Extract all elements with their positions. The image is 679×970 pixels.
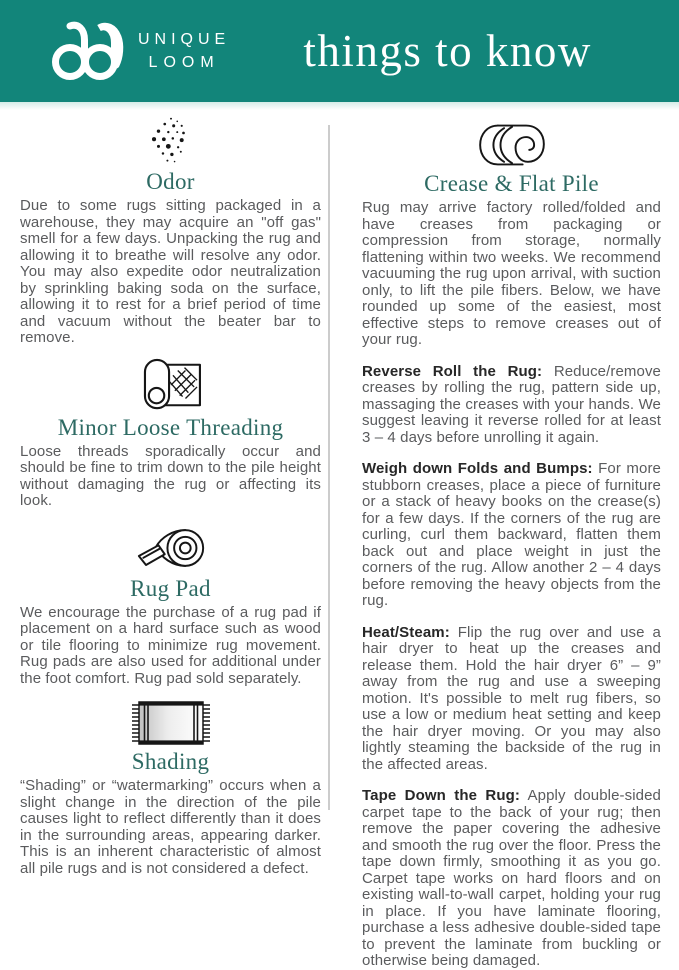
tip-reverse-roll bbox=[362, 364, 661, 447]
page-title: things to know bbox=[303, 26, 592, 76]
header-fade-strip bbox=[0, 102, 679, 110]
section-rug-pad bbox=[20, 523, 321, 688]
fringed-rug-icon bbox=[20, 700, 321, 746]
section-body: “Shading” or “watermarking” occurs when a slight change in the direction of the pile causes light to reflect differently than it does in the surrounding areas, appearing darker. This is an inherent characteristic of almost all pile rugs and is not considered a defect. bbox=[20, 777, 321, 877]
content-columns bbox=[0, 110, 679, 970]
tip-weigh-down bbox=[362, 461, 661, 610]
section-crease-flat-pile bbox=[362, 122, 661, 349]
section-body: Due to some rugs sitting packaged in a warehouse, they may acquire an "off gas" smell for a few days. Unpacking the rug and allowing it to breathe will resolve any odor. You may also expedite odor neutralization by sprinkling baking soda on the surface, allowing it to rest for a brief period of time and vacuum without the beater bar to remove. bbox=[20, 197, 321, 346]
brand-name-line2: LOOM bbox=[148, 54, 220, 71]
column-divider bbox=[328, 125, 330, 810]
tip-text: Flip the rug over and use a hair dryer to heat up the creases and release them. Hold the hair dryer 6” – 9” away from the rug and use a sweeping motion. It's possible to melt rug fibers, so use a low or medium heat setting and keep the hair dryer moving. Or you may also lightly steaming the backside of the rug in the affected areas. bbox=[362, 623, 661, 773]
brand-name bbox=[138, 28, 230, 74]
tip-heat-steam bbox=[362, 625, 661, 774]
tip-text: Reduce/remove creases by rolling the rug, pattern side up, massaging the creases with your hands. We suggest leaving it reverse rolled for at least 3 – 4 days before unrolling it again. bbox=[362, 362, 661, 446]
tip-label: Reverse Roll the Rug: bbox=[362, 362, 543, 380]
rolled-rug-crosshatch-icon bbox=[20, 358, 321, 412]
header-banner bbox=[0, 0, 679, 102]
section-odor bbox=[20, 116, 321, 347]
left-column bbox=[0, 110, 339, 970]
rolled-rug-spiral-icon bbox=[362, 122, 661, 168]
section-heading: Shading bbox=[131, 749, 210, 774]
tip-label: Weigh down Folds and Bumps: bbox=[362, 460, 593, 477]
section-heading: Rug Pad bbox=[130, 575, 211, 601]
odor-dots-icon bbox=[20, 116, 321, 166]
right-column bbox=[339, 110, 679, 970]
unique-loom-loops-icon bbox=[48, 13, 124, 89]
section-shading bbox=[20, 700, 321, 877]
rug-pad-roll-icon bbox=[20, 523, 321, 573]
tip-label: Tape Down the Rug: bbox=[362, 787, 520, 804]
section-loose-threading bbox=[20, 358, 321, 510]
section-body: Loose threads sporadically occur and should be fine to trim down to the pile height without damaging the rug or affecting its look. bbox=[20, 442, 321, 509]
tip-tape-down bbox=[362, 788, 661, 970]
section-heading: Crease & Flat Pile bbox=[424, 171, 599, 196]
section-body: Rug may arrive factory rolled/folded and have creases from packaging or compression from storage, normally flattening within two weeks. We recommend vacuuming the rug upon arrival, with suction only, to lift the pile fibers. Below, we have rounded up some of the easiest, most effective steps to remove creases out of your rug. bbox=[362, 199, 661, 348]
tip-text: Apply double-sided carpet tape to the back of your rug; then remove the paper covering the adhesive and smooth the rug over the floor. Press the tape down firmly, smoothing it as you go. Carpet tape works on hard floors and on existing wall-to-wall carpet, holding your rug in place. If you have laminate flooring, purchase a less adhesive double-sided tape to prevent the laminate from buckling or otherwise being damaged. bbox=[362, 787, 661, 969]
tip-text: For more stubborn creases, place a piece of furniture or a stack of heavy books on the crease(s) for a few days. If the corners of the rug are curling, curl them backward, flatten them back out and place weight in just the corners of the rug. Allow another 2 – 4 days before removing the heavy objects from the rug. bbox=[362, 460, 661, 609]
section-body: We encourage the purchase of a rug pad if placement on a hard surface such as wood or tile flooring to minimize rug movement. Rug pads are also used for additional under the foot comfort. Rug pad sold separately. bbox=[20, 603, 321, 687]
section-heading: Odor bbox=[146, 169, 195, 194]
section-heading: Minor Loose Threading bbox=[57, 414, 284, 440]
brand-name-line1: UNIQUE bbox=[138, 30, 231, 48]
brand-logo-group bbox=[48, 13, 230, 89]
tip-label: Heat/Steam: bbox=[362, 623, 450, 641]
